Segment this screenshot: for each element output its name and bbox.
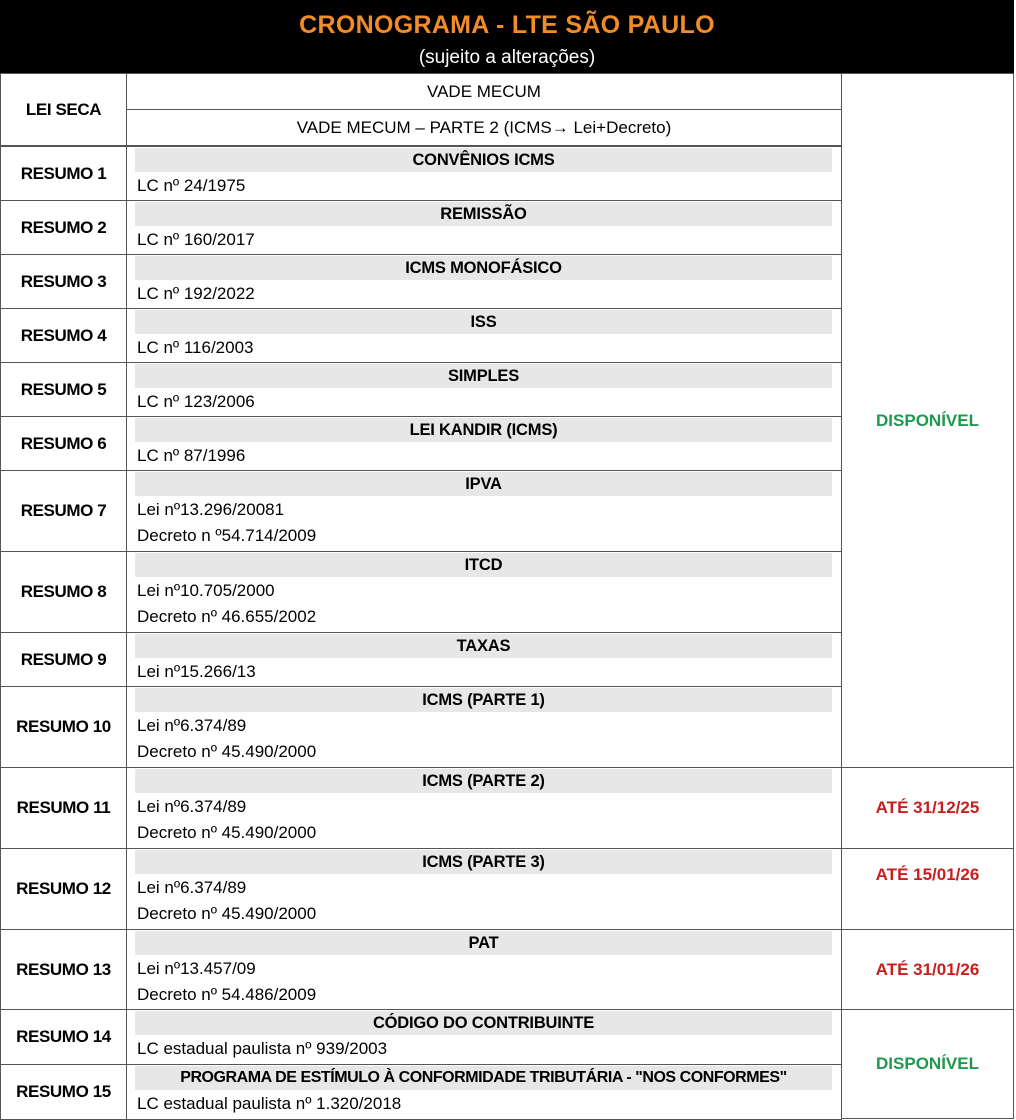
row-title: ICMS (PARTE 1): [135, 688, 832, 712]
legal-reference: Lei nº13.457/09: [137, 959, 256, 978]
row-content: [126, 929, 842, 1010]
page-subtitle: (sujeito a alterações): [418, 47, 596, 68]
legal-reference: Lei nº6.374/89: [137, 797, 247, 816]
row-title: ICMS (PARTE 3): [135, 850, 832, 874]
row-title: CONVÊNIOS ICMS: [135, 148, 832, 172]
status-available: DISPONÍVEL: [841, 1009, 1014, 1119]
legal-reference: Lei nº10.705/2000: [137, 581, 275, 600]
schedule-header: [0, 0, 1014, 74]
legal-reference: Decreto nº 45.490/2000: [137, 742, 317, 761]
row-content: [126, 146, 842, 201]
legal-reference: LC nº 123/2006: [137, 392, 255, 411]
vade-mecum-item: VADE MECUM: [126, 73, 842, 110]
legal-reference: Decreto nº 54.486/2009: [137, 985, 317, 1004]
row-title: TAXAS: [135, 634, 832, 658]
legal-reference: LC nº 87/1996: [137, 446, 246, 465]
row-title: ISS: [135, 310, 832, 334]
row-content: [126, 551, 842, 633]
status-deadline: ATÉ 15/01/26: [841, 848, 1014, 930]
legal-reference: LC estadual paulista nº 939/2003: [137, 1039, 388, 1058]
legal-reference: Decreto nº 45.490/2000: [137, 904, 317, 923]
row-title: CÓDIGO DO CONTRIBUINTE: [135, 1011, 832, 1035]
legal-reference: Lei nº15.266/13: [137, 662, 256, 681]
row-title: ICMS MONOFÁSICO: [135, 256, 832, 280]
row-label: RESUMO 5: [0, 362, 127, 417]
status-deadline: ATÉ 31/01/26: [841, 929, 1014, 1010]
legal-reference: Decreto nº 45.490/2000: [137, 823, 317, 842]
page-title: CRONOGRAMA - LTE SÃO PAULO: [299, 11, 715, 39]
legal-reference: LC nº 192/2022: [137, 284, 255, 303]
row-title: REMISSÃO: [135, 202, 832, 226]
row-label: RESUMO 11: [0, 767, 127, 849]
row-label: RESUMO 3: [0, 254, 127, 309]
row-label: RESUMO 13: [0, 929, 127, 1010]
row-content: [126, 416, 842, 471]
row-label: RESUMO 8: [0, 551, 127, 633]
legal-reference: Lei nº6.374/89: [137, 716, 247, 735]
legal-reference: Lei nº13.296/20081: [137, 500, 285, 519]
legal-reference: LC nº 116/2003: [137, 338, 254, 357]
row-content: [126, 362, 842, 417]
row-title: SIMPLES: [135, 364, 832, 388]
legal-reference: Decreto nº 46.655/2002: [137, 607, 317, 626]
row-content: [126, 1009, 842, 1065]
row-label: RESUMO 2: [0, 200, 127, 255]
row-label: RESUMO 10: [0, 686, 127, 768]
row-title: IPVA: [135, 472, 832, 496]
legal-reference: LC estadual paulista nº 1.320/2018: [137, 1094, 402, 1113]
status-deadline: ATÉ 31/12/25: [841, 767, 1014, 849]
row-title: PAT: [135, 931, 832, 955]
row-content: [126, 686, 842, 768]
row-title: PROGRAMA DE ESTÍMULO À CONFORMIDADE TRIBUTÁRIA - "NOS CONFORMES": [135, 1066, 832, 1090]
vade-mecum-parte2-item: VADE MECUM – PARTE 2 (ICMS→ Lei+Decreto): [126, 109, 842, 146]
row-title: ICMS (PARTE 2): [135, 769, 832, 793]
row-label: RESUMO 4: [0, 308, 127, 363]
row-label: RESUMO 6: [0, 416, 127, 471]
legal-reference: Lei nº6.374/89: [137, 878, 247, 897]
row-content: [126, 308, 842, 363]
row-content: [126, 1064, 842, 1120]
row-label: RESUMO 7: [0, 470, 127, 552]
row-label: RESUMO 15: [0, 1064, 127, 1120]
row-label: RESUMO 14: [0, 1009, 127, 1065]
row-title: LEI KANDIR (ICMS): [135, 418, 832, 442]
row-label: RESUMO 1: [0, 146, 127, 201]
row-content: [126, 632, 842, 687]
legal-reference: LC nº 24/1975: [137, 176, 246, 195]
row-content: [126, 848, 842, 930]
row-label: RESUMO 12: [0, 848, 127, 930]
legal-reference: Decreto n º54.714/2009: [137, 526, 317, 545]
row-label: RESUMO 9: [0, 632, 127, 687]
status-available: DISPONÍVEL: [841, 73, 1014, 768]
row-content: [126, 767, 842, 849]
row-title: ITCD: [135, 553, 832, 577]
lei-seca-label: LEI SECA: [0, 73, 127, 146]
row-content: [126, 470, 842, 552]
legal-reference: LC nº 160/2017: [137, 230, 255, 249]
row-content: [126, 200, 842, 255]
row-content: [126, 254, 842, 309]
